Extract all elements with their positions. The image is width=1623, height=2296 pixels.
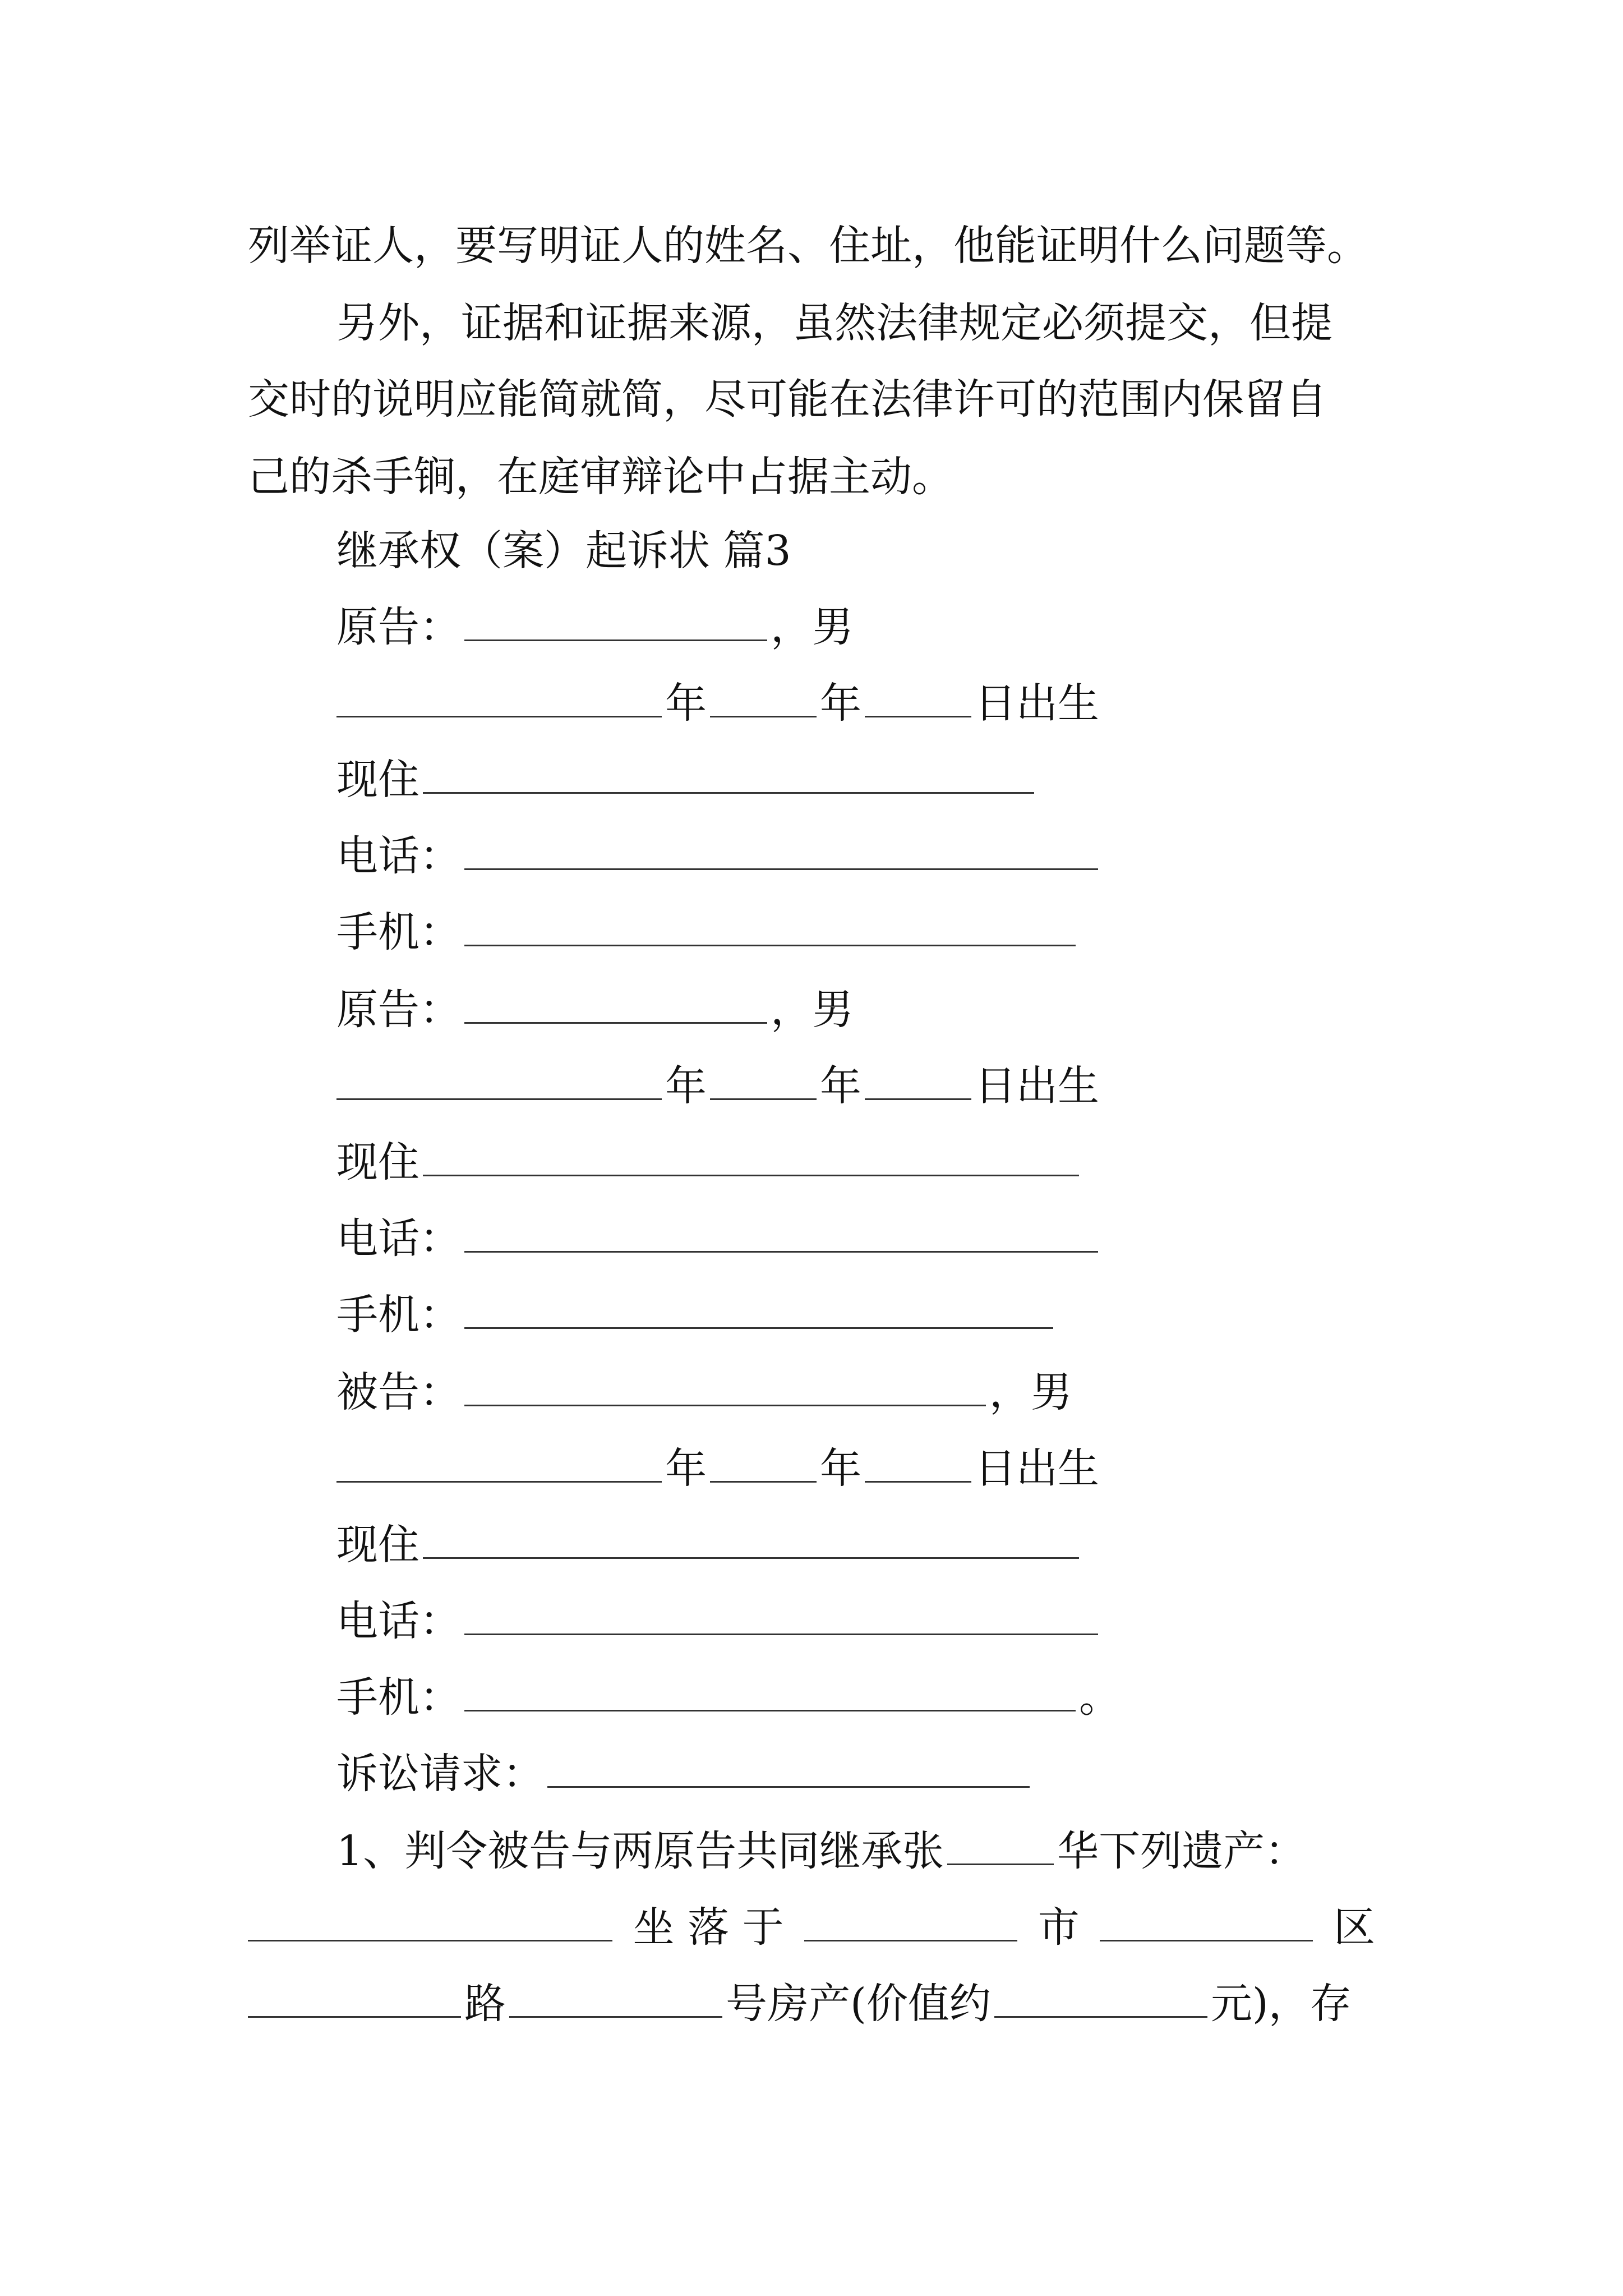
claim-text: 市 <box>1038 1903 1080 1952</box>
mobile-blank[interactable] <box>464 1671 1076 1711</box>
mobile-label: 手机： <box>336 908 461 956</box>
claim-1-line-1 <box>336 1823 1306 1879</box>
address-label: 现住 <box>336 1521 419 1569</box>
claim-text: 路 <box>464 1980 506 2028</box>
name-blank[interactable] <box>464 983 767 1024</box>
phone-label: 电话： <box>336 832 461 880</box>
party-plaintiff-1-name-line <box>336 599 854 655</box>
district-blank[interactable] <box>1100 1901 1313 1941</box>
claims-label-line <box>336 1746 1033 1802</box>
road-blank[interactable] <box>248 1977 461 2018</box>
month-blank[interactable] <box>710 677 817 717</box>
party-plaintiff-1-address-line <box>336 752 1038 808</box>
claim-text: 坐 落 于 <box>633 1903 784 1952</box>
year-blank[interactable] <box>336 1059 662 1100</box>
year-blank[interactable] <box>336 677 662 717</box>
claim-text: 元)，存 <box>1210 1980 1352 2028</box>
name-blank[interactable] <box>464 600 767 641</box>
paragraph-line: 列举证人，要写明证人的姓名、住址，他能证明什么问题等。 <box>248 222 1368 270</box>
month-label: 年 <box>820 1444 861 1493</box>
party-defendant-name-line <box>336 1364 1072 1420</box>
mobile-blank[interactable] <box>464 905 1076 946</box>
address-label: 现住 <box>336 756 419 804</box>
phone-label: 电话： <box>336 1597 461 1645</box>
party-defendant-mobile-line <box>336 1669 1121 1726</box>
value-blank[interactable] <box>994 1977 1207 2018</box>
mobile-end: 。 <box>1079 1673 1121 1722</box>
claims-blank[interactable] <box>547 1747 1030 1788</box>
role-label: 原告： <box>336 986 461 1034</box>
address-blank[interactable] <box>423 1518 1079 1559</box>
claim-1-line-3 <box>248 1976 1352 2032</box>
day-blank[interactable] <box>865 1442 971 1483</box>
claims-label: 诉讼请求： <box>336 1750 544 1798</box>
mobile-blank[interactable] <box>464 1288 1053 1329</box>
role-label: 原告： <box>336 603 461 651</box>
year-blank[interactable] <box>336 1442 662 1483</box>
party-plaintiff-2-mobile-line <box>336 1287 1057 1343</box>
gender-text: ，男 <box>989 1368 1072 1416</box>
year-label: 年 <box>665 679 707 728</box>
city-blank[interactable] <box>804 1901 1017 1941</box>
claim-text: 号房产(价值约 <box>726 1980 991 2028</box>
mobile-label: 手机： <box>336 1291 461 1339</box>
role-label: 被告： <box>336 1368 461 1416</box>
day-blank[interactable] <box>865 1059 971 1100</box>
address-label: 现住 <box>336 1138 419 1186</box>
address-blank[interactable] <box>423 1135 1079 1176</box>
heir-name-blank[interactable] <box>947 1824 1054 1865</box>
claim-1-line-2 <box>248 1899 1375 1955</box>
mobile-label: 手机： <box>336 1673 461 1722</box>
paragraph-line: 己的杀手锏，在庭审辩论中占据主动。 <box>248 453 953 501</box>
paragraph-line: 另外，证据和证据来源，虽然法律规定必须提交，但提 <box>336 299 1332 347</box>
year-label: 年 <box>665 1062 707 1110</box>
party-defendant-phone-line <box>336 1593 1101 1649</box>
day-blank[interactable] <box>865 677 971 717</box>
party-plaintiff-2-address-line <box>336 1134 1082 1190</box>
claim-text: 区 <box>1333 1903 1375 1952</box>
party-plaintiff-1-mobile-line <box>336 904 1079 960</box>
party-plaintiff-2-phone-line <box>336 1211 1101 1267</box>
day-label: 日出生 <box>975 679 1099 728</box>
claim-text: 华下列遗产： <box>1057 1827 1307 1875</box>
section-title: 继承权（案）起诉状 篇3 <box>336 527 791 575</box>
day-label: 日出生 <box>975 1444 1099 1493</box>
phone-blank[interactable] <box>464 829 1098 870</box>
name-blank[interactable] <box>464 1365 986 1406</box>
month-blank[interactable] <box>710 1442 817 1483</box>
party-defendant-birth-line <box>336 1441 1099 1497</box>
paragraph-line: 交时的说明应能简就简，尽可能在法律许可的范围内保留自 <box>248 375 1327 424</box>
phone-label: 电话： <box>336 1214 461 1263</box>
phone-blank[interactable] <box>464 1212 1098 1253</box>
party-plaintiff-1-birth-line <box>336 675 1099 731</box>
party-defendant-address-line <box>336 1517 1082 1573</box>
property-blank[interactable] <box>248 1901 612 1941</box>
claim-text: 1、判令被告与两原告共同继承张 <box>336 1827 944 1875</box>
gender-text: ，男 <box>771 603 854 651</box>
year-label: 年 <box>665 1444 707 1493</box>
phone-blank[interactable] <box>464 1594 1098 1635</box>
party-plaintiff-1-phone-line <box>336 828 1101 884</box>
party-plaintiff-2-birth-line <box>336 1058 1099 1114</box>
month-blank[interactable] <box>710 1059 817 1100</box>
day-label: 日出生 <box>975 1062 1099 1110</box>
number-blank[interactable] <box>509 1977 722 2018</box>
month-label: 年 <box>820 679 861 728</box>
address-blank[interactable] <box>423 753 1034 794</box>
month-label: 年 <box>820 1062 861 1110</box>
gender-text: ，男 <box>771 986 854 1034</box>
party-plaintiff-2-name-line <box>336 982 854 1038</box>
